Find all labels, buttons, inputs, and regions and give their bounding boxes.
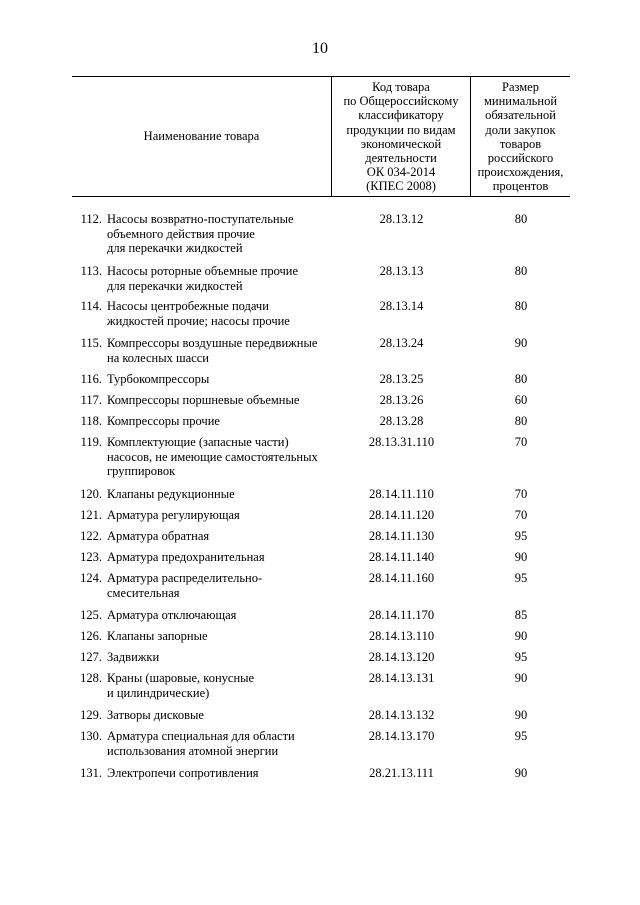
row-min-share: 85 <box>514 608 528 622</box>
product-name-line: Клапаны редукционные <box>107 487 235 501</box>
product-name-line: Компрессоры прочие <box>107 414 220 428</box>
row-min-share: 90 <box>514 550 528 564</box>
row-product-code: 28.13.28 <box>379 414 424 428</box>
row-product-code: 28.13.26 <box>379 393 424 407</box>
product-name-line: Электропечи сопротивления <box>107 766 259 780</box>
header-code-line: классификатору <box>358 108 444 123</box>
product-name-line: Затворы дисковые <box>107 708 204 722</box>
row-number: 128. <box>80 671 102 685</box>
row-product-code: 28.14.13.110 <box>368 629 435 643</box>
row-product-name <box>107 393 332 408</box>
row-product-code: 28.14.13.120 <box>368 650 435 664</box>
product-name-line: насосов, не имеющие самостоятельных <box>107 449 318 464</box>
row-product-name <box>107 414 332 429</box>
row-product-code: 28.14.13.131 <box>368 671 435 685</box>
row-product-code: 28.13.25 <box>379 372 424 386</box>
row-min-share: 90 <box>514 671 528 685</box>
row-min-share: 70 <box>514 435 528 449</box>
product-name-line: Арматура отключающая <box>107 608 237 622</box>
row-product-name <box>107 571 332 600</box>
product-name-line: Арматура обратная <box>107 529 210 543</box>
row-number: 130. <box>80 729 102 743</box>
row-product-name <box>107 336 332 365</box>
row-product-code: 28.14.11.160 <box>368 571 435 585</box>
row-number: 115. <box>80 336 102 350</box>
row-product-name <box>107 708 332 723</box>
row-min-share: 95 <box>514 529 528 543</box>
row-min-share: 80 <box>514 299 528 313</box>
product-name-line: Комплектующие (запасные части) <box>107 435 289 449</box>
row-number: 123. <box>80 550 102 564</box>
header-code-line: Код товара <box>372 80 430 94</box>
row-product-name <box>107 529 332 544</box>
row-product-code: 28.14.13.132 <box>368 708 435 722</box>
row-product-name <box>107 435 332 479</box>
row-product-code: 28.13.12 <box>379 212 424 226</box>
row-min-share: 90 <box>514 766 528 780</box>
row-min-share: 90 <box>514 336 528 350</box>
product-name-line: Насосы роторные объемные прочие <box>107 264 299 278</box>
row-number: 122. <box>80 529 102 543</box>
row-number: 126. <box>80 629 102 643</box>
row-number: 121. <box>80 508 102 522</box>
product-name-line: группировок <box>107 464 176 479</box>
product-name-line: Клапаны запорные <box>107 629 208 643</box>
row-number: 119. <box>80 435 102 449</box>
header-code-line: продукции по видам <box>346 122 456 137</box>
row-product-code: 28.13.14 <box>379 299 424 313</box>
product-name-line: Компрессоры поршневые объемные <box>107 393 300 407</box>
row-product-name <box>107 508 332 523</box>
row-min-share: 60 <box>514 393 528 407</box>
product-name-line: смесительная <box>107 585 180 600</box>
header-share-line: происхождения, <box>477 165 564 180</box>
product-name-line: объемного действия прочие <box>107 226 255 241</box>
row-min-share: 80 <box>514 264 528 278</box>
product-name-line: Насосы возвратно-поступательные <box>107 212 294 226</box>
row-min-share: 95 <box>514 571 528 585</box>
header-share-line: процентов <box>492 179 549 194</box>
product-name-line: Арматура предохранительная <box>107 550 265 564</box>
row-product-name <box>107 487 332 502</box>
row-product-code: 28.14.11.110 <box>369 487 434 501</box>
row-number: 112. <box>80 212 102 226</box>
row-product-name <box>107 729 332 758</box>
product-name-line: Арматура регулирующая <box>107 508 240 522</box>
row-min-share: 95 <box>514 729 528 743</box>
row-product-name <box>107 766 332 781</box>
product-name-line: и цилиндрические) <box>107 685 210 700</box>
row-min-share: 90 <box>514 708 528 722</box>
row-product-code: 28.14.11.140 <box>368 550 435 564</box>
row-number: 114. <box>80 299 102 313</box>
product-name-line: Арматура специальная для области <box>107 729 295 743</box>
row-number: 129. <box>80 708 102 722</box>
row-product-code: 28.13.31.110 <box>368 435 435 449</box>
row-product-code: 28.13.24 <box>379 336 424 350</box>
row-number: 118. <box>80 414 102 428</box>
product-name-line: Насосы центробежные подачи <box>107 299 269 313</box>
row-min-share: 70 <box>514 508 528 522</box>
row-product-name <box>107 550 332 565</box>
product-name-line: использования атомной энергии <box>107 743 279 758</box>
product-name-line: на колесных шасси <box>107 350 209 365</box>
row-min-share: 90 <box>514 629 528 643</box>
page-number: 10 <box>312 40 328 57</box>
row-product-name <box>107 629 332 644</box>
product-name-line: Компрессоры воздушные передвижные <box>107 336 318 350</box>
product-name-line: для перекачки жидкостей <box>107 241 243 256</box>
row-min-share: 80 <box>514 372 528 386</box>
header-share-line: обязательной <box>485 108 556 123</box>
row-number: 131. <box>80 766 102 780</box>
row-number: 117. <box>80 393 102 407</box>
row-number: 125. <box>80 608 102 622</box>
header-share-line: товаров <box>499 136 542 151</box>
row-product-name <box>107 212 332 256</box>
row-product-code: 28.14.13.170 <box>368 729 435 743</box>
header-share-line: доли закупок <box>485 122 556 137</box>
header-share-line: российского <box>487 151 554 166</box>
row-product-name <box>107 671 332 700</box>
row-min-share: 80 <box>514 212 528 226</box>
row-product-name <box>107 608 332 623</box>
row-number: 113. <box>80 264 102 278</box>
row-product-name <box>107 650 332 665</box>
row-number: 127. <box>80 650 102 664</box>
header-share-line: минимальной <box>483 94 558 109</box>
product-name-line: жидкостей прочие; насосы прочие <box>107 313 290 328</box>
row-number: 116. <box>80 372 102 386</box>
row-min-share: 95 <box>514 650 528 664</box>
header-code-line: (КПЕС 2008) <box>366 179 436 194</box>
product-name-line: для перекачки жидкостей <box>107 278 243 293</box>
header-share-line: Размер <box>502 80 539 94</box>
row-product-name <box>107 372 332 387</box>
row-product-code: 28.13.13 <box>379 264 424 278</box>
header-code-line: экономической <box>360 136 442 151</box>
row-product-code: 28.14.11.170 <box>368 608 435 622</box>
row-product-name <box>107 264 332 293</box>
product-name-line: Краны (шаровые, конусные <box>107 671 255 685</box>
header-code-line: по Общероссийскому <box>343 94 459 109</box>
row-min-share: 70 <box>514 487 528 501</box>
header-name-label: Наименование товара <box>143 129 260 144</box>
row-number: 120. <box>80 487 102 501</box>
header-code-line: ОК 034-2014 <box>366 165 436 180</box>
header-code-line: деятельности <box>365 151 437 166</box>
product-name-line: Арматура распределительно- <box>107 571 263 585</box>
row-min-share: 80 <box>514 414 528 428</box>
row-product-code: 28.14.11.120 <box>368 508 435 522</box>
product-name-line: Задвижки <box>107 650 160 664</box>
row-number: 124. <box>80 571 102 585</box>
product-name-line: Турбокомпрессоры <box>107 372 210 386</box>
row-product-code: 28.21.13.111 <box>369 766 434 780</box>
row-product-code: 28.14.11.130 <box>368 529 435 543</box>
row-product-name <box>107 299 332 328</box>
